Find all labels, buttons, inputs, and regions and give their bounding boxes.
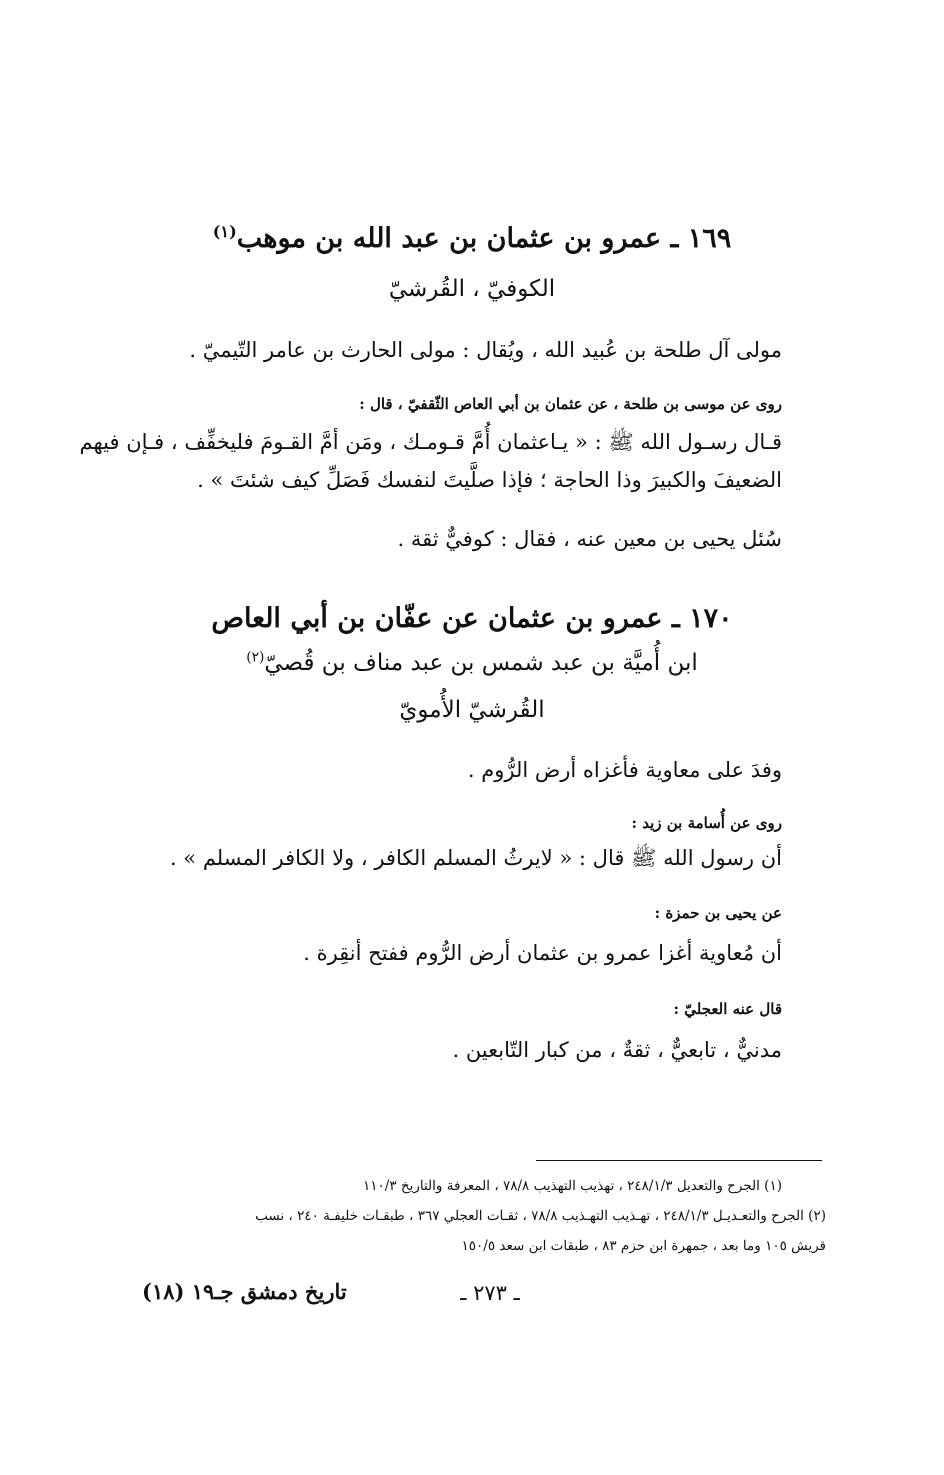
footnote-ref-2[interactable]: (٢) [246, 649, 265, 666]
entry-170-line-6: قال عنه العجليّ : [673, 1000, 782, 1018]
footnote-1: (١) الجرح والتعديل ٢٤٨/١/٣ ، تهذيب التهذيب ٧٨/٨ ، المعرفة والتاريخ ١١٠/٣ [363, 1178, 782, 1194]
entry-170-subtitle-1: ابن أُميَّة بن عبد شمس بن عبد مناف بن قُصيّ$^{(٢)}$ [246, 649, 698, 676]
entry-170-line-4: عن يحيى بن حمزة : [654, 904, 782, 922]
entry-170-heading: ١٧٠ ـ عمرو بن عثمان عن عفّان بن أبي العاص [211, 603, 733, 634]
entry-170-line-3: أن رسول الله ﷺ قال : « لايرثُ المسلم الكافر ، ولا الكافر المسلم » . [169, 846, 782, 870]
footnote-separator [536, 1160, 822, 1161]
entry-169-line-3: قـال رسـول الله ﷺ : « يـاعثمان أُمَّ قـومـك ، ومَن أمَّ القـومَ فليخفِّف ، فـإن فيهم [79, 430, 782, 454]
footnote-ref-1[interactable]: (١) [212, 222, 237, 241]
footnote-2-line-2: قريش ١٠٥ وما بعد ، جمهرة ابن حزم ٨٣ ، طبقات ابن سعد ١٥٠/٥ [461, 1238, 826, 1254]
entry-169-line-2: روى عن موسى بن طلحة ، عن عثمان بن أبي العاص الثّقفيّ ، قال : [359, 395, 782, 413]
entry-169-heading: ١٦٩ ـ عمرو بن عثمان بن عبد الله بن موهب$^{(١)}$ [212, 222, 732, 254]
entry-169-subtitle: الكوفيّ ، القُرشيّ [388, 276, 556, 302]
entry-170-line-7: مدنيٌّ ، تابعيٌّ ، ثقةٌ ، من كبار التّابعين . [452, 1038, 782, 1062]
entry-169-line-5: سُئل يحيى بن معين عنه ، فقال : كوفيٌّ ثقة . [397, 527, 782, 551]
entry-170-subtitle-2: القُرشيّ الأُمويّ [399, 697, 545, 723]
entry-170-line-1: وفدَ على معاوية فأغزاه أرض الرُّوم . [467, 758, 782, 782]
book-reference: تاريخ دمشق جـ١٩ (١٨) [142, 1279, 347, 1304]
page-number: ـ ٢٧٣ ـ [460, 1281, 520, 1305]
entry-170-line-2: روى عن أُسامة بن زيد : [631, 814, 782, 832]
entry-170-line-5: أن مُعاوية أغزا عمرو بن عثمان أرض الرُّوم ففتح أنقِرة . [303, 941, 782, 965]
entry-169-line-4: الضعيفَ والكبيرَ وذا الحاجة ؛ فإذا صلَّيتَ لنفسك فَصَلِّ كيف شئتَ » . [197, 468, 782, 492]
entry-169-line-1: مولى آل طلحة بن عُبيد الله ، ويُقال : مولى الحارث بن عامر التّيميّ . [189, 338, 782, 362]
footnote-2-line-1: (٢) الجرح والتعـديـل ٢٤٨/١/٣ ، تهـذيب التهـذيب ٧٨/٨ ، ثقـات العجلي ٣٦٧ ، طبقـات خليفـة ٢٤٠ ، نسب [255, 1208, 826, 1224]
